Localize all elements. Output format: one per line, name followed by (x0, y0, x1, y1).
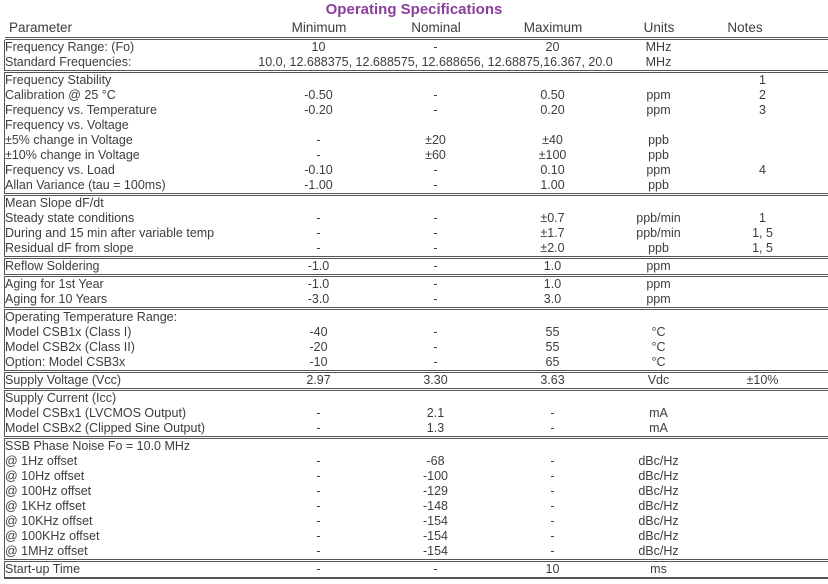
table-row (5, 133, 828, 148)
max-cell: 1.0 (485, 276, 621, 293)
notes-cell (697, 148, 828, 163)
table-row (5, 88, 828, 103)
notes-cell (697, 133, 828, 148)
min-cell: -1.0 (251, 276, 387, 293)
min-cell: - (316, 211, 321, 225)
min-cell: - (316, 454, 321, 468)
param-cell: ±5% change in Voltage (5, 133, 133, 147)
param-cell: Mean Slope dF/dt (5, 195, 251, 212)
max-cell: ±1.7 (540, 226, 565, 240)
param-cell: Frequency vs. Voltage (5, 118, 129, 132)
param-cell: Aging for 10 Years (5, 292, 108, 306)
nom-cell: - (433, 325, 438, 339)
units-cell: dBc/Hz (638, 514, 679, 528)
col-header-minimum: Minimum (291, 20, 347, 35)
nom-cell: - (433, 226, 438, 240)
param-cell: Reflow Soldering (5, 258, 251, 276)
max-cell (485, 390, 621, 407)
param-cell: Frequency vs. Load (5, 163, 115, 177)
max-cell: 20 (545, 40, 560, 54)
table-row (5, 241, 828, 258)
min-cell: - (316, 499, 321, 513)
table-row (5, 148, 828, 163)
notes-cell (697, 390, 828, 407)
param-cell: Calibration @ 25 °C (5, 88, 116, 102)
nom-cell: -68 (426, 454, 445, 468)
nom-cell (387, 195, 485, 212)
notes-cell (697, 178, 828, 195)
notes-cell (697, 325, 828, 340)
min-cell: -20 (309, 340, 328, 354)
param-cell: Standard Frequencies: (5, 55, 132, 69)
min-cell: - (316, 226, 321, 240)
param-cell: @ 1KHz offset (5, 499, 86, 513)
units-cell: MHz (645, 55, 672, 69)
table-row (5, 211, 828, 226)
max-cell (485, 195, 621, 212)
notes-cell (697, 195, 828, 212)
max-cell: 3.63 (485, 372, 621, 390)
param-cell: @ 100KHz offset (5, 529, 100, 543)
table-row (5, 40, 828, 55)
nom-cell: - (433, 340, 438, 354)
notes-cell: 1, 5 (752, 226, 773, 240)
min-cell: -1.00 (304, 178, 333, 192)
nom-cell: - (433, 211, 438, 225)
notes-cell: ±10% (697, 372, 828, 390)
max-cell: - (550, 484, 555, 498)
units-cell: dBc/Hz (638, 454, 679, 468)
param-cell: Allan Variance (tau = 100ms) (5, 178, 166, 192)
nom-cell (387, 438, 485, 455)
param-cell: Residual dF from slope (5, 241, 134, 255)
notes-cell (697, 469, 828, 484)
param-cell: Model CSBx2 (Clipped Sine Output) (5, 421, 206, 435)
units-cell: ppb (648, 133, 669, 147)
notes-cell: 2 (759, 88, 766, 102)
table-row (5, 72, 828, 89)
notes-cell: 1 (759, 211, 766, 225)
notes-cell (697, 561, 828, 579)
units-cell: ppb (648, 148, 669, 162)
table-row (5, 355, 828, 372)
max-cell: - (550, 421, 555, 435)
units-cell: Vdc (621, 372, 697, 390)
table-row (5, 55, 828, 72)
param-cell: Supply Current (Icc) (5, 390, 251, 407)
table-row (5, 499, 828, 514)
max-cell: 55 (545, 340, 560, 354)
col-header-notes: Notes (727, 20, 763, 35)
param-cell: @ 100Hz offset (5, 484, 92, 498)
table-row (5, 226, 828, 241)
param-cell: Model CSB1x (Class I) (5, 325, 132, 339)
min-cell: - (316, 421, 321, 435)
units-cell: ppb (648, 241, 669, 255)
nom-cell: - (433, 103, 438, 117)
nom-cell: -154 (422, 529, 449, 543)
min-cell (251, 309, 387, 326)
nom-cell: - (433, 40, 438, 54)
notes-cell (697, 484, 828, 499)
nom-cell: - (433, 178, 438, 192)
nom-cell: - (433, 292, 438, 306)
notes-cell (697, 355, 828, 372)
units-cell (621, 309, 697, 326)
max-cell: - (550, 469, 555, 483)
max-cell: ±0.7 (540, 211, 565, 225)
notes-cell (697, 340, 828, 355)
units-cell: ppm (646, 103, 671, 117)
max-cell: 65 (545, 355, 560, 369)
max-cell (485, 118, 621, 133)
min-cell: - (316, 406, 321, 420)
min-cell: -0.10 (304, 163, 333, 177)
min-cell (251, 195, 387, 212)
table-row (5, 118, 828, 133)
units-cell: dBc/Hz (638, 499, 679, 513)
max-cell: - (550, 514, 555, 528)
table-row (5, 178, 828, 195)
table-row (5, 325, 828, 340)
units-cell (621, 390, 697, 407)
max-cell: 1.00 (540, 178, 565, 192)
col-header-maximum: Maximum (523, 20, 583, 35)
param-cell: Model CSB2x (Class II) (5, 340, 135, 354)
nom-cell: 3.30 (387, 372, 485, 390)
table-row (5, 529, 828, 544)
col-header-parameter: Parameter (9, 20, 73, 35)
max-cell: ±40 (542, 133, 563, 147)
nom-cell: 1.3 (426, 421, 445, 435)
max-cell: 3.0 (543, 292, 562, 306)
min-cell: -40 (309, 325, 328, 339)
col-header-units: Units (643, 20, 675, 35)
min-cell: - (316, 484, 321, 498)
notes-cell (697, 292, 828, 309)
units-cell: ppb (648, 178, 669, 192)
units-cell: MHz (645, 40, 672, 54)
param-cell: Start-up Time (5, 561, 251, 579)
units-cell: ppb/min (636, 211, 681, 225)
nom-cell (387, 309, 485, 326)
table-row (5, 421, 828, 438)
param-cell: Operating Temperature Range: (5, 309, 251, 326)
units-cell (621, 72, 697, 89)
table-row (5, 469, 828, 484)
units-cell: ppm (646, 163, 671, 177)
table-row (5, 544, 828, 561)
max-cell: 55 (545, 325, 560, 339)
min-cell: - (316, 544, 321, 558)
specs-table (4, 40, 828, 579)
units-cell: ppm (646, 292, 671, 306)
units-cell: dBc/Hz (638, 544, 679, 558)
param-cell: Model CSBx1 (LVCMOS Output) (5, 406, 187, 420)
param-cell: @ 1Hz offset (5, 454, 78, 468)
table-row (5, 163, 828, 178)
nom-cell: -154 (422, 514, 449, 528)
nom-cell: - (387, 258, 485, 276)
nom-cell: 2.1 (426, 406, 445, 420)
param-cell: Aging for 1st Year (5, 276, 251, 293)
notes-cell (697, 258, 828, 276)
notes-cell (697, 544, 828, 561)
nom-cell: - (433, 88, 438, 102)
units-cell: ppm (621, 258, 697, 276)
notes-cell (697, 454, 828, 469)
col-header-nominal: Nominal (411, 20, 461, 35)
table-row (5, 103, 828, 118)
notes-cell: 1 (697, 72, 828, 89)
notes-cell: 1, 5 (752, 241, 773, 255)
notes-cell (697, 514, 828, 529)
min-cell: - (316, 469, 321, 483)
notes-cell: 3 (759, 103, 766, 117)
nom-cell: ±20 (425, 133, 446, 147)
units-cell: dBc/Hz (638, 484, 679, 498)
param-cell: Option: Model CSB3x (5, 355, 126, 369)
units-cell: ms (621, 561, 697, 579)
min-cell: -3.0 (307, 292, 330, 306)
nom-cell: - (387, 276, 485, 293)
units-cell: mA (649, 406, 668, 420)
max-cell: 1.0 (485, 258, 621, 276)
table-row (5, 454, 828, 469)
param-cell: During and 15 min after variable temp (5, 226, 215, 240)
notes-cell (697, 309, 828, 326)
max-cell: ±2.0 (540, 241, 565, 255)
max-cell: - (550, 544, 555, 558)
table-row (5, 390, 828, 407)
frequencies-span-cell: 10.0, 12.688375, 12.688575, 12.688656, 12.68875,16.367, 20.0 (258, 55, 613, 69)
units-cell: °C (651, 340, 666, 354)
table-row (5, 292, 828, 309)
nom-cell (387, 72, 485, 89)
min-cell: 2.97 (251, 372, 387, 390)
param-cell: @ 10Hz offset (5, 469, 85, 483)
nom-cell: -148 (422, 499, 449, 513)
max-cell: 0.20 (540, 103, 565, 117)
table-row (5, 340, 828, 355)
units-cell: °C (651, 325, 666, 339)
units-cell: mA (649, 421, 668, 435)
min-cell (251, 118, 387, 133)
min-cell: -10 (309, 355, 328, 369)
units-cell: dBc/Hz (638, 529, 679, 543)
max-cell (485, 72, 621, 89)
nom-cell: -100 (422, 469, 449, 483)
min-cell: - (316, 514, 321, 528)
min-cell: - (316, 241, 321, 255)
max-cell: - (550, 406, 555, 420)
units-cell: dBc/Hz (638, 469, 679, 483)
max-cell: 10 (485, 561, 621, 579)
max-cell (485, 309, 621, 326)
notes-cell (697, 406, 828, 421)
units-cell: ppb/min (636, 226, 681, 240)
table-row (5, 258, 828, 276)
max-cell (485, 438, 621, 455)
notes-cell (697, 55, 828, 72)
units-cell (621, 195, 697, 212)
nom-cell: - (433, 163, 438, 177)
min-cell (251, 438, 387, 455)
param-cell: SSB Phase Noise Fo = 10.0 MHz (5, 438, 251, 455)
notes-cell (697, 40, 828, 55)
max-cell: - (550, 529, 555, 543)
table-row (5, 195, 828, 212)
nom-cell: -154 (422, 544, 449, 558)
param-cell: Steady state conditions (5, 211, 135, 225)
table-row (5, 438, 828, 455)
notes-cell (697, 499, 828, 514)
max-cell: - (550, 499, 555, 513)
min-cell: -0.50 (304, 88, 333, 102)
nom-cell: - (433, 355, 438, 369)
table-row (5, 484, 828, 499)
min-cell: - (316, 133, 321, 147)
notes-cell (697, 438, 828, 455)
nom-cell: - (387, 561, 485, 579)
nom-cell (387, 118, 485, 133)
min-cell: - (316, 529, 321, 543)
param-cell: Supply Voltage (Vcc) (5, 372, 251, 390)
param-cell: ±10% change in Voltage (5, 148, 140, 162)
param-cell: Frequency vs. Temperature (5, 103, 157, 117)
specs-table-body (5, 40, 828, 578)
nom-cell: ±60 (425, 148, 446, 162)
table-row (5, 406, 828, 421)
units-cell (621, 118, 697, 133)
notes-cell (697, 421, 828, 438)
table-row (5, 561, 828, 579)
nom-cell: - (433, 241, 438, 255)
min-cell: - (316, 148, 321, 162)
max-cell: 0.10 (540, 163, 565, 177)
units-cell: ppm (646, 88, 671, 102)
units-cell: °C (651, 355, 666, 369)
table-row (5, 514, 828, 529)
param-cell: @ 1MHz offset (5, 544, 88, 558)
max-cell: 0.50 (540, 88, 565, 102)
max-cell: ±100 (538, 148, 567, 162)
notes-cell (697, 276, 828, 293)
units-cell: ppm (621, 276, 697, 293)
param-cell: @ 10KHz offset (5, 514, 93, 528)
min-cell (251, 390, 387, 407)
table-row (5, 309, 828, 326)
min-cell (251, 72, 387, 89)
table-row (5, 276, 828, 293)
min-cell: -1.0 (251, 258, 387, 276)
notes-cell (697, 118, 828, 133)
param-cell: Frequency Stability (5, 72, 251, 89)
min-cell: -0.20 (304, 103, 333, 117)
nom-cell: -129 (422, 484, 449, 498)
min-cell: - (251, 561, 387, 579)
param-cell: Frequency Range: (Fo) (5, 40, 135, 54)
notes-cell (697, 529, 828, 544)
nom-cell (387, 390, 485, 407)
max-cell: - (550, 454, 555, 468)
notes-cell: 4 (759, 163, 766, 177)
page-title: Operating Specifications (325, 1, 503, 18)
units-cell (621, 438, 697, 455)
min-cell: 10 (311, 40, 326, 54)
table-row (5, 372, 828, 390)
table-header-row (5, 19, 828, 40)
